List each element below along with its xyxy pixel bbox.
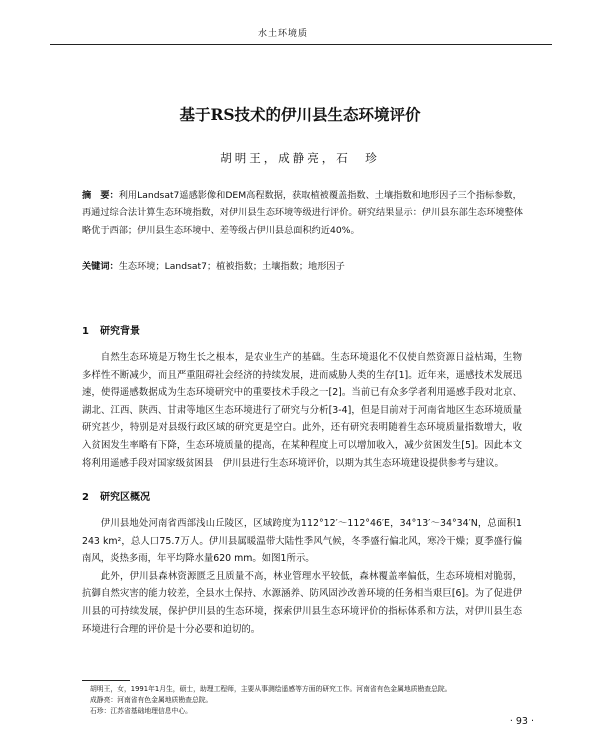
keywords-text: 生态环境；Landsat7；植被指数；土壤指数；地形因子 [118,261,345,272]
footnote: 胡明王，女，1991年1月生，硕士，助理工程师，主要从事测绘遥感等方面的研究工作。河南省有色金属地质勘查总院。 [90,685,452,693]
header-rule [50,44,552,45]
page-number: · 93 · [509,716,534,727]
abstract [82,187,524,239]
author-line: 胡明王，成静亮，石 珍 [220,151,380,165]
paragraph: 自然生态环境是万物生长之根本，是农业生产的基础。生态环境退化不仅使自然资源日益枯竭，生物多样性不断减少，而且严重阻碍社会经济的持续发展，进而威胁人类的生存[1]。近年来，遥感技术发展迅速，使得遥感数据成为生态环境研究中的重要技术手段之一[2]。当前已有众多学者利用遥感手段对北京、湖北、江西、陕西、甘肃等地区生态环境进行了研究与分析[3-4]，但是目前对于河南省地区生态环境质量研究甚少，特别是对县级行政区域的研究更是空白。此外，还有研究表明随着生态环境质量指数增大，收入贫困发生率略有下降，生态环境质量的提高，在某种程度上可以增加收入，减少贫困发生[5]。因此本文将利用遥感手段对国家级贫困县 伊川县进行生态环境评价，以期为其生态环境建设提供参考与建议。 [82,352,522,469]
section-2-body [82,515,522,638]
footnotes [90,684,530,717]
journal-header: 水土环境质 [258,29,309,39]
paragraph: 此外，伊川县森林资源匮乏且质量不高，林业管理水平较低，森林覆盖率偏低，生态环境相对脆弱，抗御自然灾害的能力较差，全县水土保持、水源涵养、防风固沙改善环境的任务相当艰巨[6]。为了促进伊川县的可持续发展，保护伊川县的生态环境，探索伊川县生态环境评价的指标体系和方法，对伊川县生态环境进行合理的评价是十分必要和迫切的。 [82,570,522,635]
abstract-label: 摘 要： [82,190,119,201]
section-title: 研究背景 [100,326,140,337]
footnote: 石珍：江苏省基础地理信息中心。 [90,707,192,715]
keywords-label: 关键词： [82,261,119,272]
abstract-text: 利用Landsat7遥感影像和DEM高程数据，获取植被覆盖指数、土壤指数和地形因子三个指标参数，再通过综合法计算生态环境指数，对伊川县生态环境等级进行评价。研究结果显示：伊川县东部生态环境整体略优于西部；伊川县生态环境中、差等级占伊川县总面积约近40%。 [82,190,523,236]
section-heading-1 [82,322,140,337]
section-title: 研究区概况 [100,492,150,503]
section-number: 2 [82,492,89,503]
section-heading-2 [82,488,150,503]
footnote: 成静亮：河南省有色金属地质勘查总院。 [90,696,213,704]
section-1-body [82,349,522,472]
paragraph: 伊川县地处河南省西部浅山丘陵区，区域跨度为112°12′～112°46′E，34°13′～34°34′N，总面积1 243 km²，总人口75.7万人。伊川县属暖温带大陆性季风气候，冬季盛行偏北风，寒冷干燥；夏季盛行偏南风，炎热多雨，年平均降水量620 mm。如图1所示。 [82,518,522,565]
section-number: 1 [82,326,89,337]
paper-title: 基于RS技术的伊川县生态环境评价 [179,105,421,124]
footnote-rule [82,680,130,681]
keywords [82,258,524,275]
